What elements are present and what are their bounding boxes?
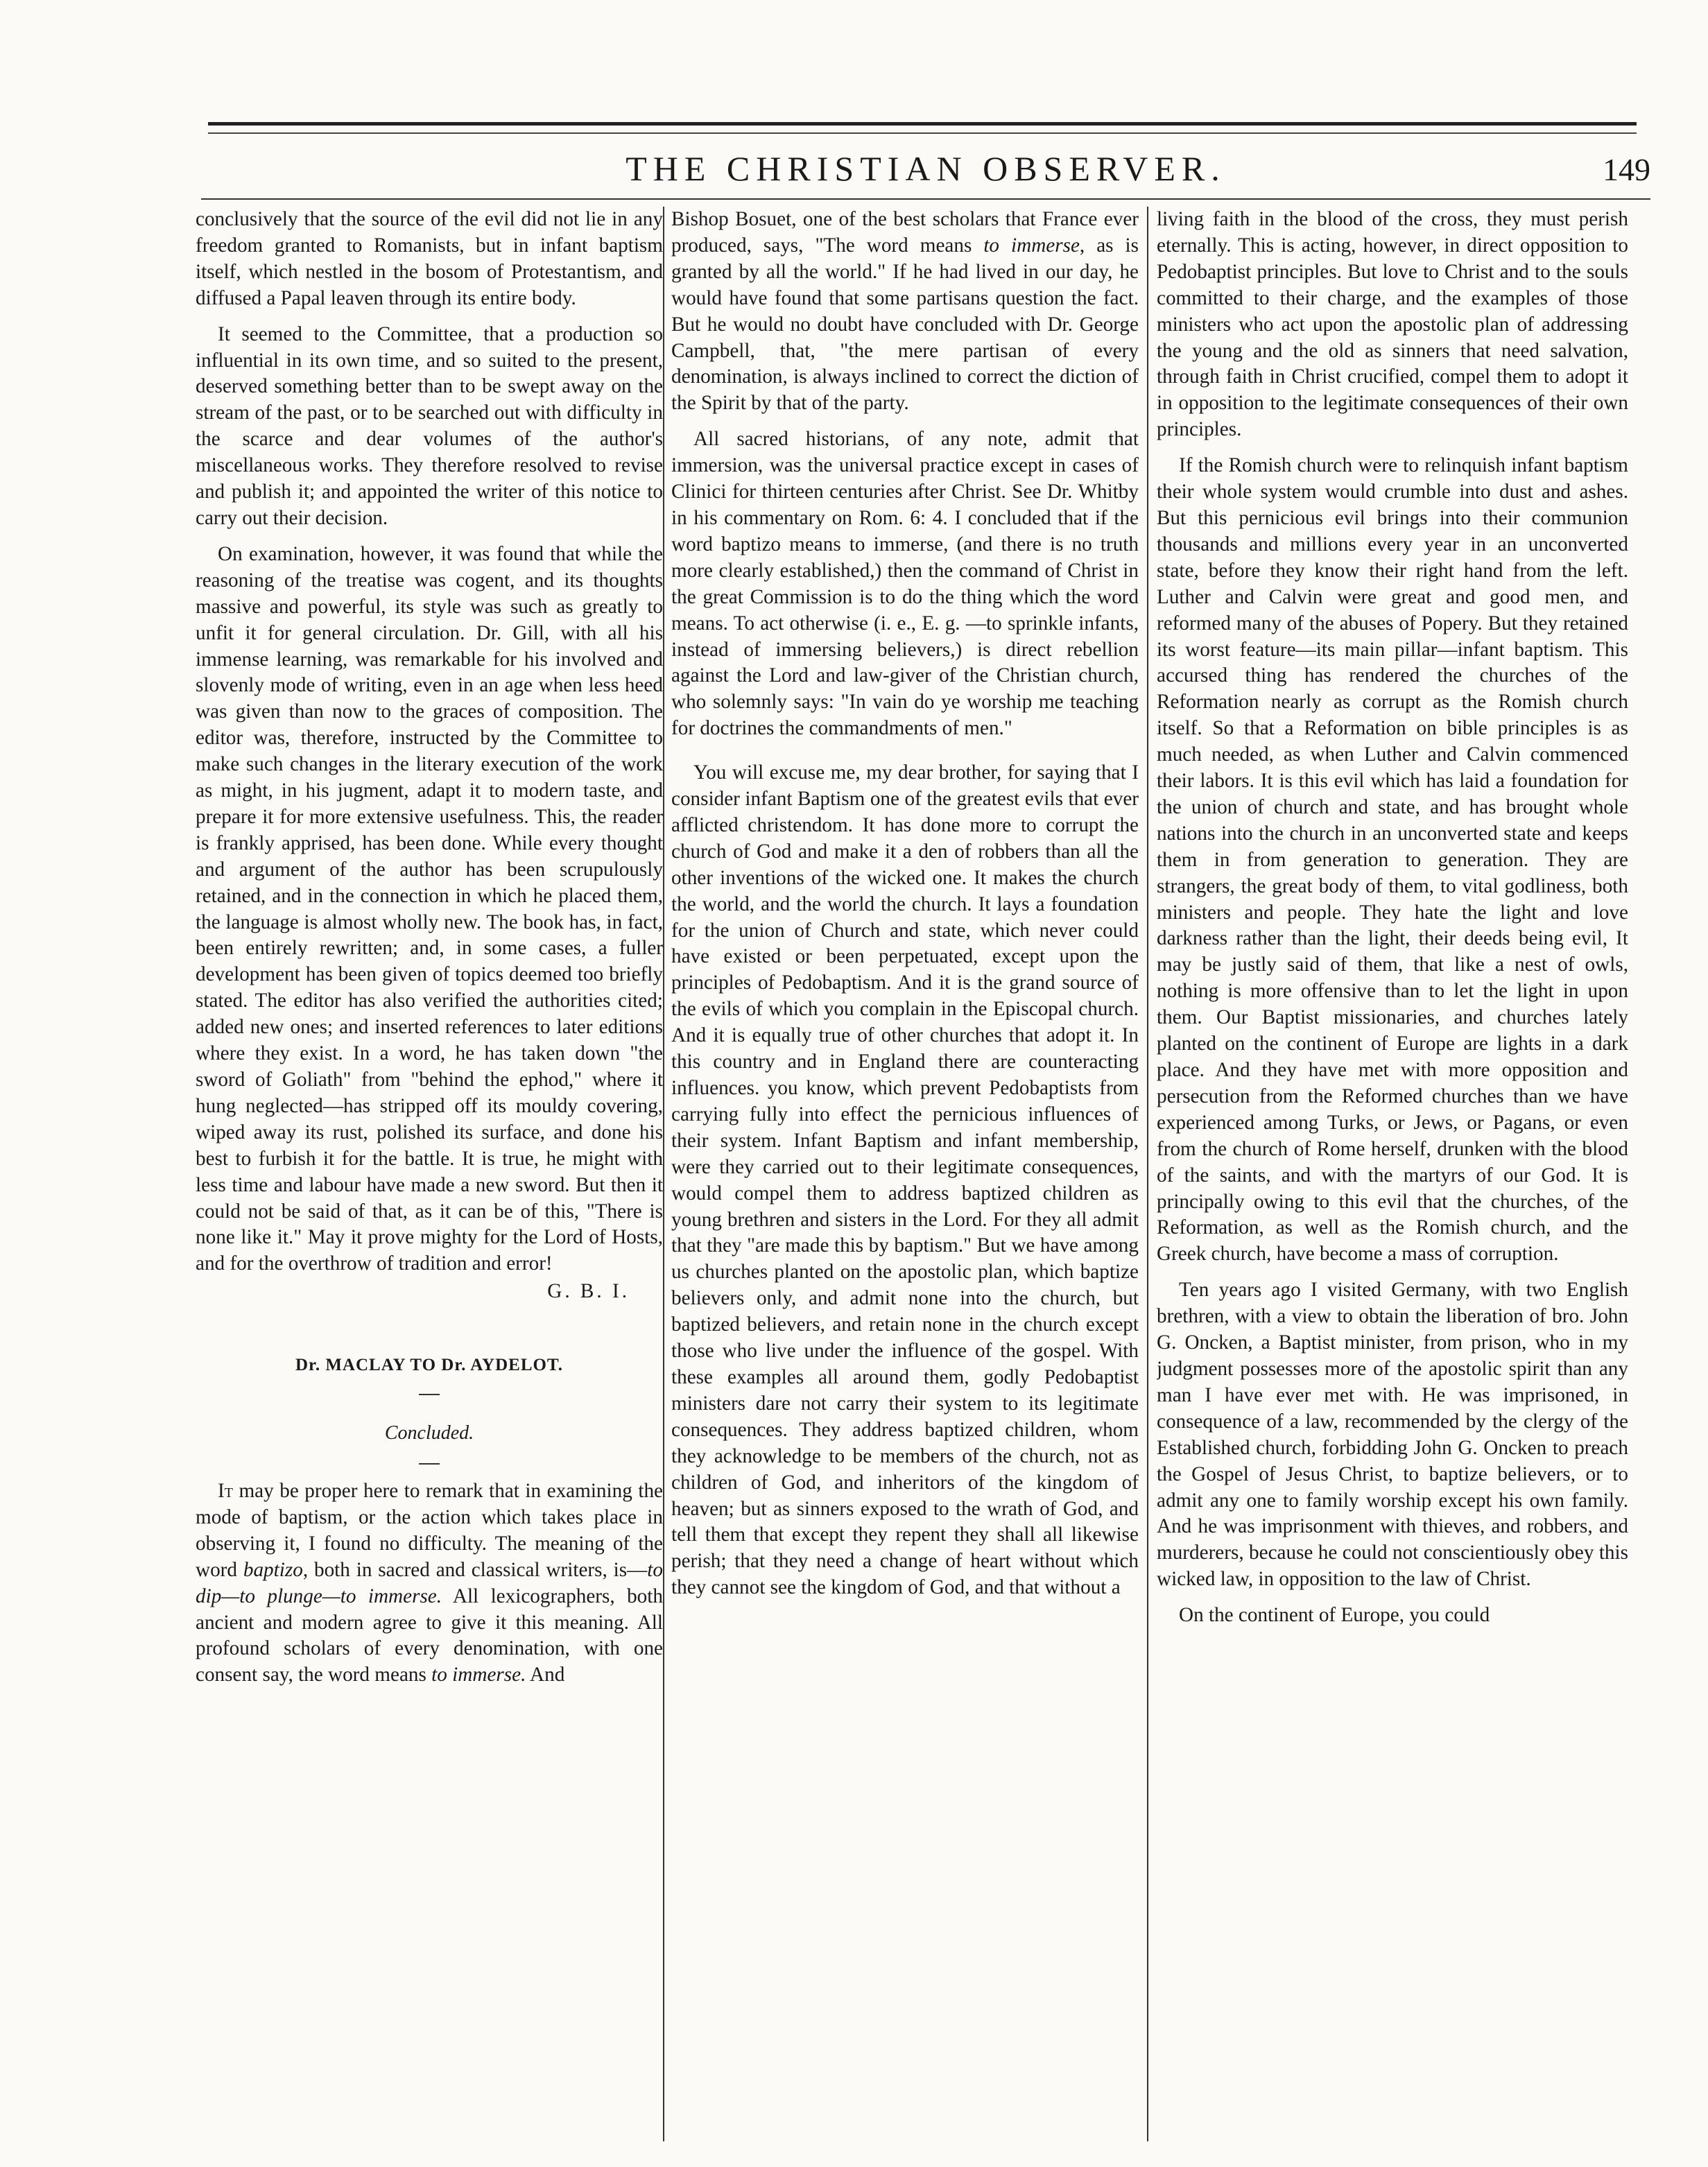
running-header	[201, 139, 1650, 194]
paragraph: living faith in the blood of the cross, they must perish eternally. This is acting, however, in direct opposition to Pedobaptist principles. But love to Christ and to the souls committed to their charge, and the examples of those ministers who act upon the apostolic plan of addressing the young and the old as sinners that need salvation, through faith in Christ crucified, compel them to adopt it in opposition to the legitimate consequences of their own principles.	[1157, 208, 1628, 441]
article-subheading: Concluded.	[384, 1422, 474, 1444]
paragraph-lead: It	[218, 1479, 233, 1502]
column-right	[1157, 207, 1628, 2148]
heading-rule	[419, 1394, 440, 1395]
article-heading: Dr. MACLAY TO Dr. AYDELOT.	[295, 1356, 564, 1375]
paragraph: If the Romish church were to relinquish infant baptism their whole system would crumble into dust and ashes. But this pernicious evil brings into their communion thousands and millions every year in an unconverted state, before they know their right hand from the left. Luther and Calvin were great and good men, and reformed many of the abuses of Popery. But they retained its worst feature—its main pillar—infant baptism. This accursed thing has rendered the churches of the Reformation nearly as corrupt as the Romish church itself. So that a Reformation on bible principles is as much needed, as when Luther and Calvin commenced their labors. It is this evil which has laid a foundation for the union of church and state, and has brought whole nations into the church in an unconverted state and keeps them in from generation to generation. They are strangers, the great body of them, to vital godliness, both ministers and people. They hate the light and love darkness rather than the light, their deeds being evil, It may be justly said of them, that like a nest of owls, nothing is more offensive than to let the light in upon them. Our Baptist missionaries, and churches lately planted on the continent of Europe are lights in a dark place. And they have met with more opposition and persecution from the Reformed churches than we have experienced among Turks, or Jews, or Pagans, or even from the church of Rome herself, drunken with the blood of the saints, and with the martyrs of our God. It is principally owing to this evil that the churches, of the Reformation, as well as the Romish church, and the Greek church, have become a mass of corruption.	[1157, 454, 1628, 1266]
emphasis: to immerse.	[431, 1664, 526, 1686]
header-rule	[201, 198, 1650, 200]
paragraph: conclusively that the source of the evil did not lie in any freedom granted to Romanists, but in infant baptism itself, which nestled in the bosom of Protestantism, and diffused a Papal leaven through its entire body.	[196, 208, 663, 309]
column-left	[196, 207, 663, 2148]
column-divider	[663, 207, 664, 2141]
paragraph: Ten years ago I visited Germany, with two English brethren, with a view to obtain the liberation of bro. John G. Oncken, a Baptist minister, from prison, who in my judgment possesses more of the apostolic spirit than any man I have ever met with. He was imprisoned, in consequence of a law, recommended by the clergy of the Established church, forbidding John G. Oncken to preach the Gospel of Jesus Christ, to baptize believers, or to admit any one to family worship except his own family. And he was imprisonment with thieves, and robbers, and murderers, because he could not conscientiously obey this wicked law, in opposition to the law of Christ.	[1157, 1279, 1628, 1591]
paragraph: It seemed to the Committee, that a production so influential in its own time, and so suited to the present, deserved something better than to be swept away on the stream of the past, or to be searched out with difficulty in the scarce and dear volumes of the author's miscellaneous works. They therefore resolved to revise and publish it; and appointed the writer of this notice to carry out their decision.	[196, 322, 663, 529]
top-rule	[208, 122, 1637, 134]
signature: G. B. I.	[547, 1280, 630, 1303]
subheading-rule	[419, 1463, 440, 1465]
journal-title: THE CHRISTIAN OBSERVER.	[626, 149, 1226, 188]
emphasis: to immerse	[983, 234, 1080, 257]
paragraph: You will excuse me, my dear brother, for saying that I consider infant Baptism one of the greatest evils that ever afflicted christendom. It has done more to corrupt the church of God and make it a den of robbers than all the other inventions of the wicked one. It makes the church the world, and the world the church. It lays a foundation for the union of Church and state, which never could have existed or been perpetuated, except upon the principles of Pedobaptism. And it is the grand source of the evils of which you complain in the Episcopal church. And it is equally true of other churches that adopt it. In this country and in England there are counteracting influences. you know, which prevent Pedobaptists from carrying fully into effect the pernicious influences of their system. Infant Baptism and infant membership, were they carried out to their legitimate consequences, would compel them to address baptized children as young brethren and sisters in the Lord. For they all admit that they "are made this by baptism." But we have among us churches planted on the apostolic plan, which baptize believers only, and admit none into the church, but baptized believers, and retain none in the church except those who live under the influence of the gospel. With these examples all around them, godly Pedobaptist ministers dare not carry their system to its legitimate consequences. They address baptized children, whom they acknowledge to be members of the church, not as children of God, and inheritors of the kingdom of heaven; but as sinners exposed to the wrath of God, and tell them that except they repent they shall all likewise perish; that they need a change of heart without which they cannot see the kingdom of God, and that without a	[671, 761, 1139, 1599]
text-run: , both in sacred and classical writers, is—	[302, 1558, 648, 1581]
text-run: , as is granted by all the world." If he had lived in our day, he would have found that some partisans question the fact. But he would no doubt have concluded with Dr. George Campbell, that, "the mere partisan of every denomination, is always inclined to correct the diction of the Spirit by that of the party.	[671, 234, 1139, 415]
paragraph	[671, 207, 1139, 417]
column-divider	[1147, 207, 1148, 2141]
column-middle	[671, 207, 1139, 2148]
text-run: All lexicographers, both ancient and modern agree to give it this meaning. All profound scholars of every denomination, with one consent say, the word means	[196, 1585, 663, 1686]
paragraph: On the continent of Europe, you could	[1179, 1604, 1490, 1627]
emphasis: to dip—to plunge—to immerse.	[196, 1558, 663, 1607]
paragraph: On examination, however, it was found that while the reasoning of the treatise was cogent, and its thoughts massive and powerful, its style was such as greatly to unfit it for general circulation. Dr. Gill, with all his immense learning, was remarkable for his involved and slovenly mode of writing, even in an age when less heed was given than now to the graces of composition. The editor was, therefore, instructed by the Committee to make such changes in the literary execution of the work as might, in his jugment, adapt it to modern taste, and prepare it for more extensive usefulness. This, the reader is frankly apprised, has been done. While every thought and argument of the author has been scrupulously retained, and in the connection in which he placed them, the language is almost wholly new. The book has, in fact, been entirely rewritten; and, in some cases, a fuller development has been given of topics deemed too briefly stated. The editor has also verified the authorities cited; added new ones; and inserted references to later editions where they exist. In a word, he has taken down "the sword of Goliath" from "behind the ephod," where it hung neglected—has stripped off its mouldy covering, wiped away its rust, polished its surface, and done his best to furbish it for the battle. It is true, he might with less time and labour have made a new sword. But then it could not be said of that, as it can be of this, "There is none like it." May it prove mighty for the Lord of Hosts, and for the overthrow of tradition and error!	[196, 542, 663, 1275]
page-number: 149	[1603, 152, 1650, 187]
text-run: And	[526, 1664, 565, 1686]
emphasis: baptizo	[243, 1558, 303, 1581]
paragraph	[196, 1478, 663, 1689]
text-run: Bishop Bosuet, one of the best scholars that France ever produced, says, "The word means	[671, 208, 1139, 257]
paragraph: All sacred historians, of any note, admit that immersion, was the universal practice except in cases of Clinici for thirteen centuries after Christ. See Dr. Whitby in his commentary on Rom. 6: 4. I concluded that if the word baptizo means to immerse, (and there is no truth more clearly established,) then the command of Christ in the great Commission is to do the thing which the word means. To act otherwise (i. e., E. g. —to sprinkle infants, instead of immersing believers,) is direct rebellion against the Lord and law-giver of the Christian church, who solemnly says: "In vain do ye worship me teaching for doctrines the commandments of men."	[671, 428, 1139, 740]
text-run: may be proper here to remark that in examining the mode of baptism, or the action which takes place in observing it, I found no difficulty. The meaning of the word	[196, 1479, 663, 1581]
